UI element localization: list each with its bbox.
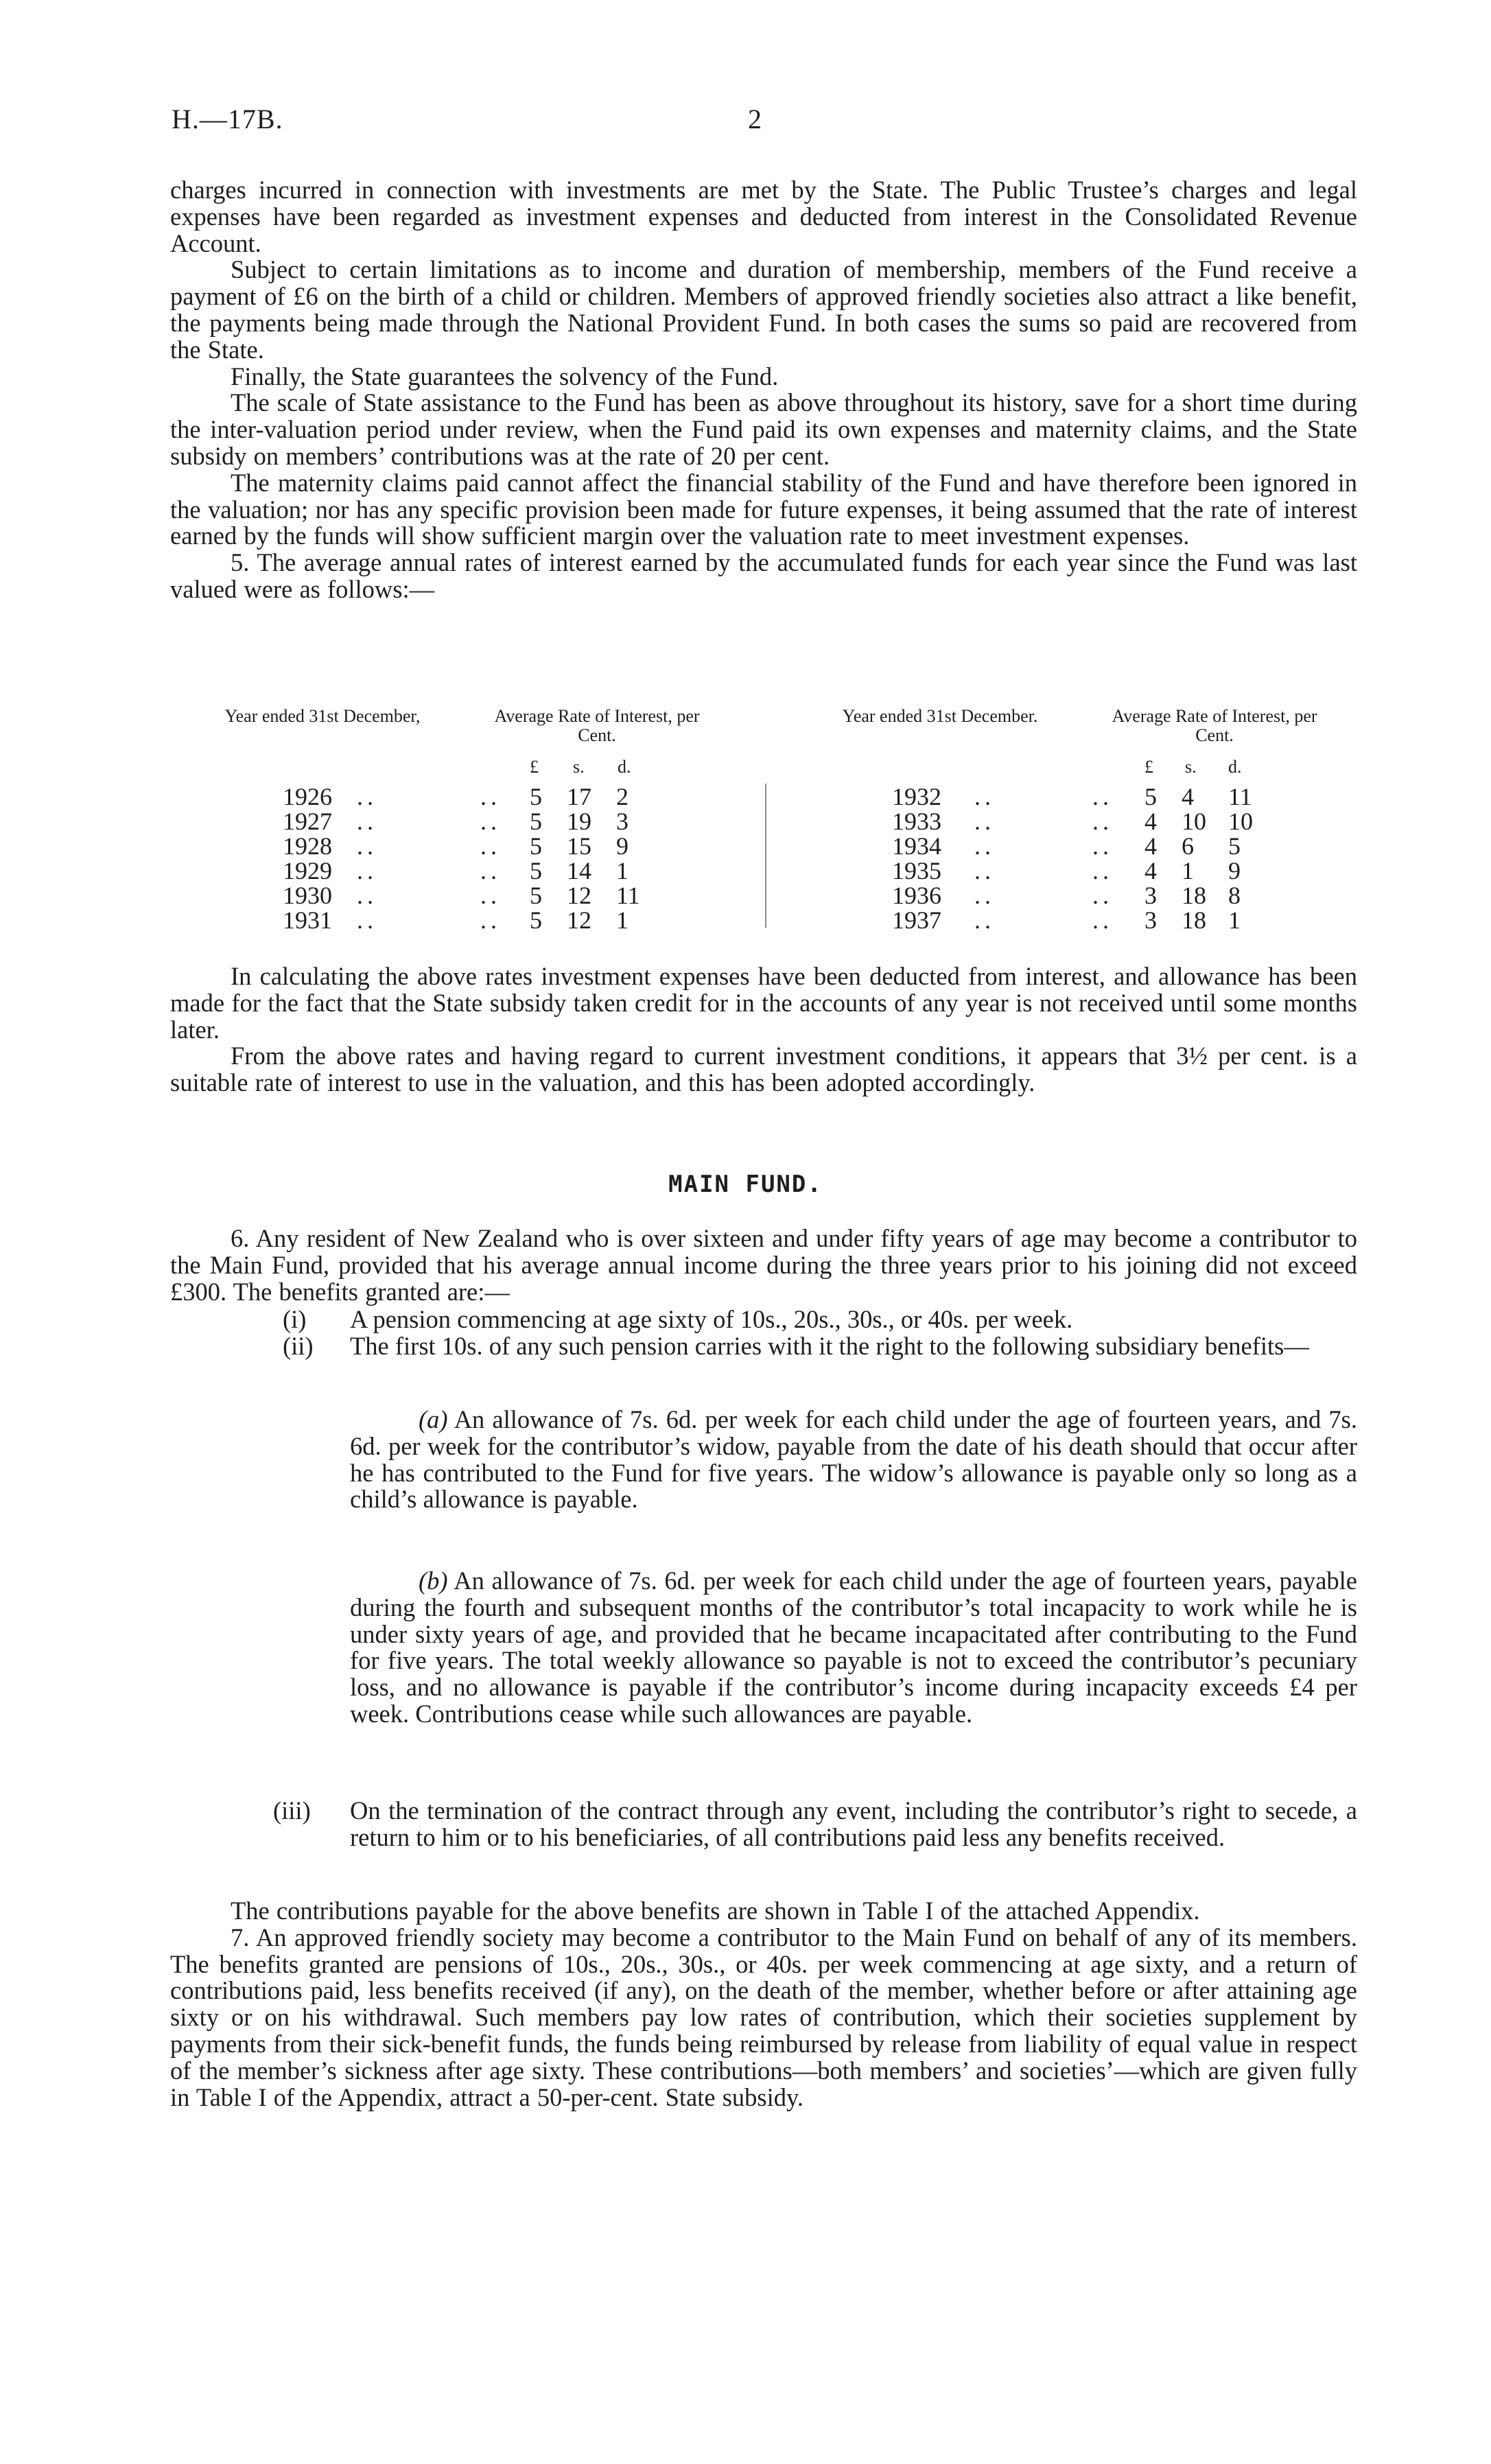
leader-dots: .. [974,783,995,810]
shillings-cell: 14 [567,857,591,884]
pence-cell: 3 [616,808,629,835]
leader-dots: .. [974,808,995,835]
pence-cell: 9 [1228,857,1241,884]
leader-dots: .. [974,906,995,934]
pence-cell: 9 [616,832,629,860]
shillings-cell: 4 [1182,783,1194,810]
pence-cell: 5 [1228,832,1241,860]
shillings-cell: 1 [1182,857,1194,884]
paragraph-state-assistance: The scale of State assistance to the Fund has been as above throughout its history, save for a short time during the inter-valuation period under review, when the Fund paid its own expenses and maternity claims, and the State subsidy on members’ contributions was at the rate of 20 per cent. [170,388,1357,470]
intro-section [170,177,1357,603]
leader-dots: .. [480,808,501,835]
main-fund-heading: MAIN FUND. [668,1171,823,1198]
leader-dots: .. [480,832,501,860]
leader-dots: .. [480,882,501,909]
leader-dots: .. [1092,882,1113,909]
shillings-cell: 10 [1182,808,1206,835]
leader-dots: .. [1092,857,1113,884]
leader-dots: .. [357,808,377,835]
table-divider [765,784,766,928]
pounds-cell: 5 [530,808,542,835]
sub-label-b: (b) [419,1567,448,1595]
pence-unit-left: d. [618,757,631,777]
paragraph-solvency: Finally, the State guarantees the solvency of the Fund. [231,362,779,390]
leader-dots: .. [357,832,377,860]
pounds-cell: 4 [1144,857,1157,884]
year-cell: 1927 [283,808,332,835]
shillings-cell: 18 [1182,906,1206,934]
page-number: 2 [748,104,762,134]
pence-cell: 8 [1228,882,1241,909]
leader-dots: .. [357,783,377,810]
list-item: A pension commencing at age sixty of 10s., 20s., 30s., or 40s. per week. [350,1305,1073,1333]
year-cell: 1926 [283,783,332,810]
pounds-cell: 3 [1144,882,1157,909]
paragraph-adopted-rate: From the above rates and having regard to current investment conditions, it appears that 3½ per cent. is a suitable rate of interest to use in the valuation, and this has been adopted accordingly. [170,1042,1357,1097]
leader-dots: .. [1092,832,1113,860]
year-cell: 1935 [892,857,941,884]
year-cell: 1934 [892,832,941,860]
shillings-cell: 18 [1182,882,1206,909]
leader-dots: .. [1092,783,1113,810]
year-cell: 1937 [892,906,941,934]
shillings-cell: 17 [567,783,591,810]
paragraph-valuation: The maternity claims paid cannot affect the financial stability of the Fund and have therefore been ignored in the valuation; nor has any specific provision been made for future expenses, it being assumed that the rate of interest earned by the funds will show sufficient margin over the valuation rate to meet investment expenses. [170,468,1357,550]
pence-cell: 1 [616,857,629,884]
paragraph-interest-rates: 5. The average annual rates of interest earned by the accumulated funds for each year since the Fund was last valued were as follows:— [170,548,1357,603]
subsidiary-benefit-a [350,1407,1357,1513]
pounds-cell: 4 [1144,832,1157,860]
rate-column-header-right: Average Rate of Interest, per Cent. [1112,706,1317,745]
leader-dots: .. [1092,906,1113,934]
paragraph-6 [170,1225,1357,1305]
list-item: On the termination of the contract through any event, including the contributor’s right to secede, a return to him or to his beneficiaries, of all contributions paid less any benefits received. [350,1796,1357,1851]
year-column-header-right: Year ended 31st December. [842,706,1038,726]
sub-text-a: An allowance of 7s. 6d. per week for each child under the age of fourteen years, and 7s. 6d. per week for the contributor’s widow, payable from the date of his death should that occur after he has contributed to the Fund for five years. The widow’s allowance is payable only so long as a child’s allowance is payable. [350,1405,1357,1514]
leader-dots: .. [357,857,377,884]
leader-dots: .. [974,882,995,909]
year-cell: 1929 [283,857,332,884]
pounds-cell: 5 [1144,783,1157,810]
pounds-cell: 5 [530,832,542,860]
paragraph-eligibility: 6. Any resident of New Zealand who is over sixteen and under fifty years of age may become a contributor to the Main Fund, provided that his average annual income during the three years prior to his joining did not exceed £300. The benefits granted are:— [170,1224,1357,1306]
pence-cell: 10 [1228,808,1253,835]
shillings-cell: 12 [567,906,591,934]
leader-dots: .. [357,906,377,934]
year-cell: 1933 [892,808,941,835]
shillings-cell: 12 [567,882,591,909]
paragraph-7: 7. An approved friendly society may become a contributor to the Main Fund on behalf of any of its members. The benefits granted are pensions of 10s., 20s., 30s., or 40s. per week commencing at age sixty, and a return of contributions paid, less benefits received (if any), on the death of the member, whether before or after attaining age sixty or on his withdrawal. Such members pay low rates of contribution, which their societies supplement by payments from their sick-benefit funds, the funds being reimbursed by release from liability of equal value in respect of the member’s sickness after age sixty. These contributions—both members’ and societies’—which are given fully in Table I of the Appendix, attract a 50-per-cent. State subsidy. [170,1923,1357,2111]
pounds-cell: 5 [530,857,542,884]
paragraph-contributions: The contributions payable for the above benefits are shown in Table I of the attached Appendix. [231,1897,1200,1925]
pence-cell: 2 [616,783,629,810]
pence-cell: 1 [1228,906,1241,934]
leader-dots: .. [480,857,501,884]
list-item-number: (iii) [273,1796,311,1824]
pence-cell: 11 [1228,783,1252,810]
pounds-cell: 5 [530,882,542,909]
pence-cell: 11 [616,882,640,909]
closing-section [170,1898,1357,2111]
document-reference: H.—17B. [172,104,283,134]
pounds-unit-left: £ [530,757,539,777]
year-column-header-left: Year ended 31st December, [224,706,421,726]
leader-dots: .. [974,832,995,860]
pounds-cell: 5 [530,783,542,810]
year-cell: 1931 [283,906,332,934]
pounds-cell: 5 [530,906,542,934]
list-item: The first 10s. of any such pension carries with it the right to the following subsidiary benefits— [350,1332,1309,1360]
leader-dots: .. [974,857,995,884]
list-item-number: (ii) [283,1332,314,1360]
pence-cell: 1 [616,906,629,934]
shillings-cell: 15 [567,832,591,860]
shillings-unit-left: s. [573,757,585,777]
leader-dots: .. [480,783,501,810]
paragraph-calculation: In calculating the above rates investment expenses have been deducted from interest, and allowance has been made for the fact that the State subsidy taken credit for in the accounts of any year is not received until some months later. [170,962,1357,1044]
leader-dots: .. [1092,808,1113,835]
sub-text-b: An allowance of 7s. 6d. per week for each child under the age of fourteen years, payable during the fourth and subsequent months of the contributor’s total incapacity to work while he is under sixty years of age, and provided that he became incapacitated after contributing to the Fund for five years. The total weekly allowance so payable is not to exceed the contributor’s pecuniary loss, and no allowance is payable if the contributor’s income during incapacity exceeds £4 per week. Contributions cease while such allowances are payable. [350,1567,1357,1728]
year-cell: 1930 [283,882,332,909]
list-item-number: (i) [283,1305,307,1333]
shillings-cell: 6 [1182,832,1194,860]
year-cell: 1932 [892,783,941,810]
shillings-unit-right: s. [1185,757,1197,777]
leader-dots: .. [480,906,501,934]
after-table-section [170,963,1357,1096]
pounds-cell: 4 [1144,808,1157,835]
paragraph-charges: charges incurred in connection with investments are met by the State. The Public Trustee’s charges and legal expenses have been regarded as investment expenses and deducted from interest in the Consolidated Revenue Account. [170,176,1357,257]
sub-label-a: (a) [419,1405,448,1433]
shillings-cell: 19 [567,808,591,835]
year-cell: 1936 [892,882,941,909]
rate-column-header-left: Average Rate of Interest, per Cent. [494,706,700,745]
leader-dots: .. [357,882,377,909]
subsidiary-benefit-b [350,1568,1357,1728]
paragraph-maternity: Subject to certain limitations as to income and duration of membership, members of the Fund receive a payment of £6 on the birth of a child or children. Members of approved friendly societies also attract a like benefit, the payments being made through the National Provident Fund. In both cases the sums so paid are recovered from the State. [170,255,1357,364]
year-cell: 1928 [283,832,332,860]
pounds-cell: 3 [1144,906,1157,934]
pence-unit-right: d. [1228,757,1242,777]
pounds-unit-right: £ [1144,757,1153,777]
